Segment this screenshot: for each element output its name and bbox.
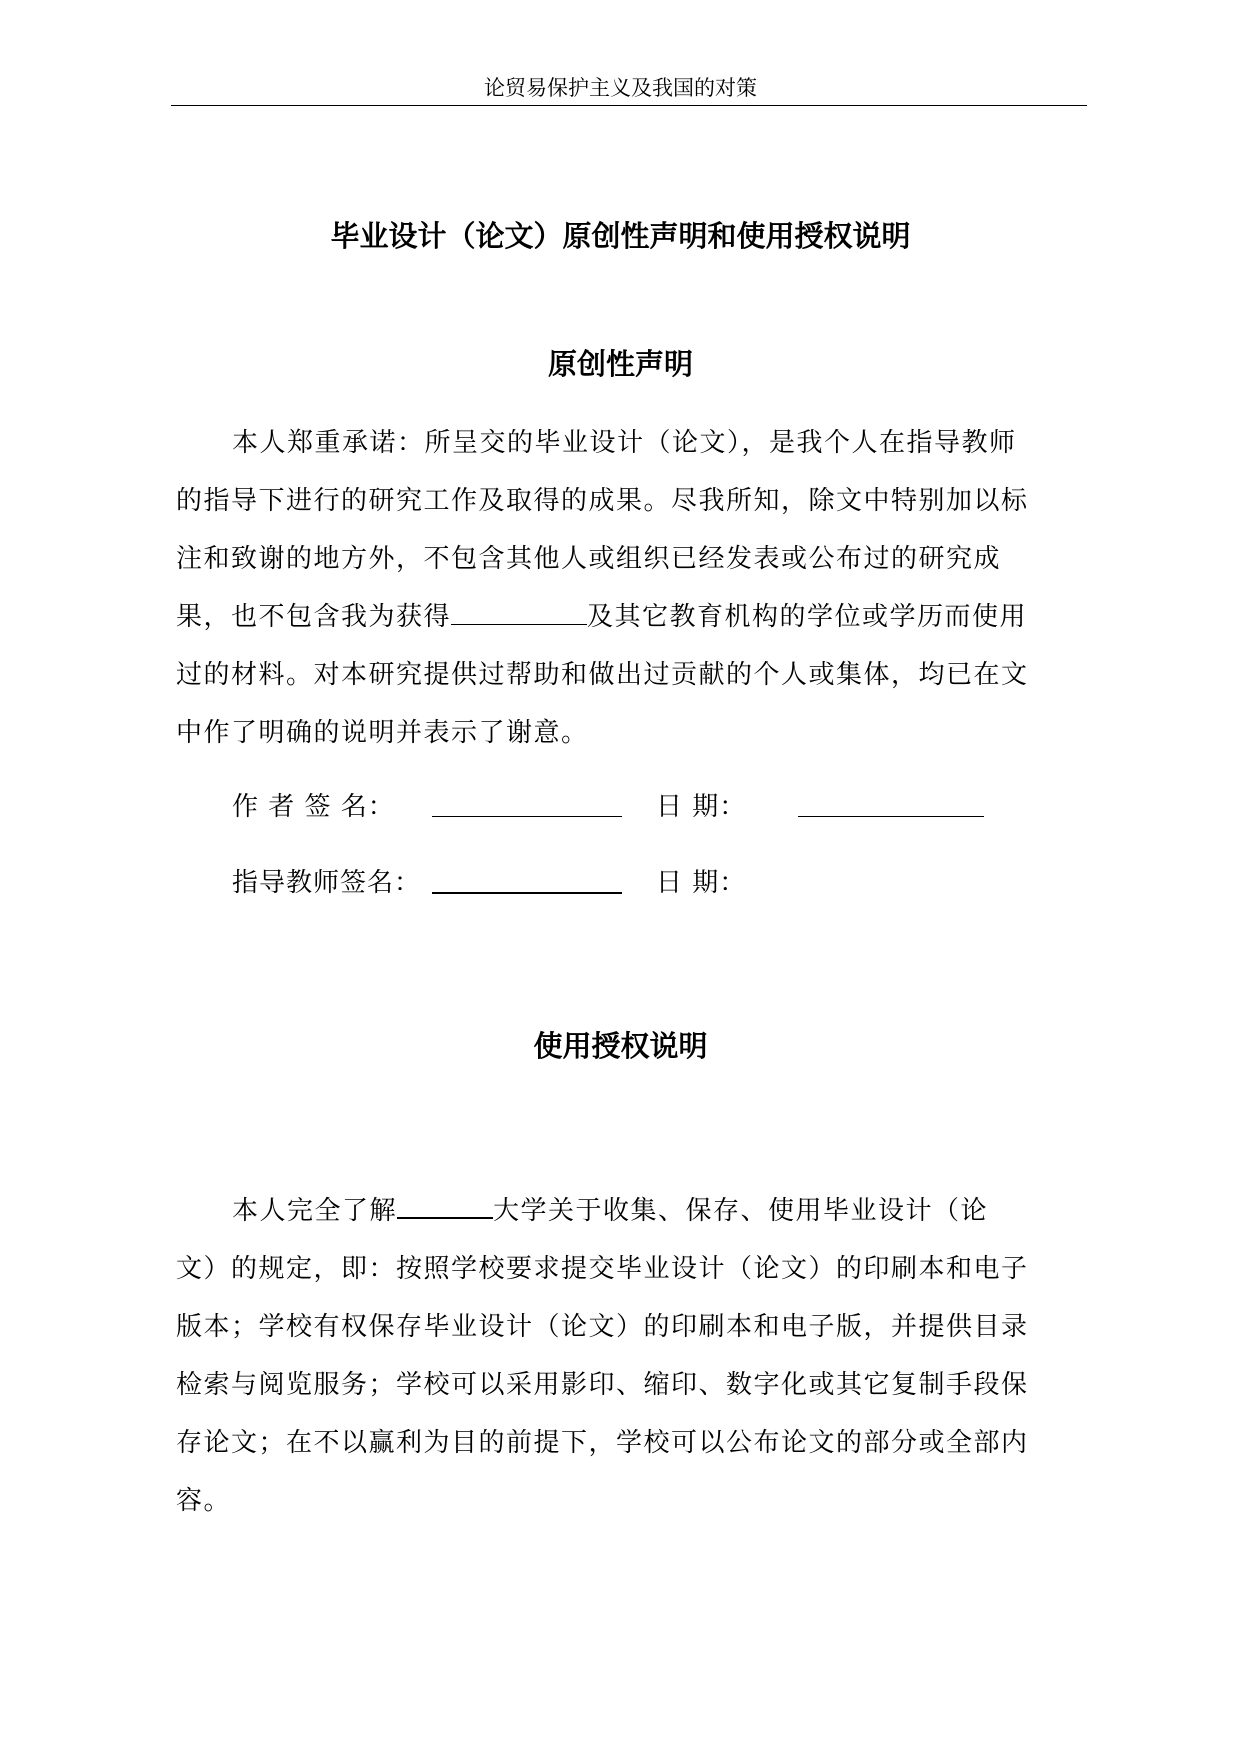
authorization-line-4: 检索与阅览服务；学校可以采用影印、缩印、数字化或其它复制手段保 xyxy=(176,1370,1029,1400)
authorization-line-3: 版本；学校有权保存毕业设计（论文）的印刷本和电子版，并提供目录 xyxy=(176,1312,1029,1342)
running-header: 论贸易保护主义及我国的对策 xyxy=(484,76,757,100)
originality-line-1: 本人郑重承诺：所呈交的毕业设计（论文），是我个人在指导教师 xyxy=(232,428,1017,458)
degree-blank[interactable] xyxy=(451,602,587,625)
originality-line-3: 注和致谢的地方外，不包含其他人或组织已经发表或公布过的研究成 xyxy=(176,544,1002,574)
author-signature-label: 作 者 签 名： xyxy=(232,792,395,822)
university-blank[interactable] xyxy=(397,1195,493,1219)
authorization-line-1 xyxy=(232,1190,988,1227)
date-field-1[interactable] xyxy=(798,816,984,817)
originality-line-4-prefix: 果，也不包含我为获得 xyxy=(176,602,452,632)
authorization-heading: 使用授权说明 xyxy=(533,1029,708,1063)
author-signature-row xyxy=(232,786,1032,820)
authorization-line-6: 容。 xyxy=(176,1486,232,1516)
advisor-signature-row xyxy=(232,862,1032,896)
originality-line-2: 的指导下进行的研究工作及取得的成果。尽我所知，除文中特别加以标 xyxy=(176,486,1029,516)
advisor-signature-label: 指导教师签名： xyxy=(232,868,422,898)
authorization-line-1-suffix: 大学关于收集、保存、使用毕业设计（论 xyxy=(493,1196,989,1226)
author-signature-field[interactable] xyxy=(432,816,622,817)
header-rule xyxy=(171,105,1087,106)
advisor-signature-field[interactable] xyxy=(432,892,622,894)
originality-line-4-suffix: 及其它教育机构的学位或学历而使用 xyxy=(587,602,1028,632)
originality-line-4 xyxy=(176,596,1027,633)
originality-heading: 原创性声明 xyxy=(547,347,693,381)
originality-line-5: 过的材料。对本研究提供过帮助和做出过贡献的个人或集体，均已在文 xyxy=(176,660,1029,690)
authorization-line-1-prefix: 本人完全了解 xyxy=(232,1196,398,1226)
document-title: 毕业设计（论文）原创性声明和使用授权说明 xyxy=(330,219,911,253)
date-label-1: 日 期： xyxy=(656,792,747,822)
authorization-line-2: 文）的规定，即：按照学校要求提交毕业设计（论文）的印刷本和电子 xyxy=(176,1254,1029,1284)
date-label-2: 日 期： xyxy=(656,868,747,898)
originality-line-6: 中作了明确的说明并表示了谢意。 xyxy=(176,718,589,748)
authorization-line-5: 存论文；在不以赢利为目的前提下，学校可以公布论文的部分或全部内 xyxy=(176,1428,1029,1458)
